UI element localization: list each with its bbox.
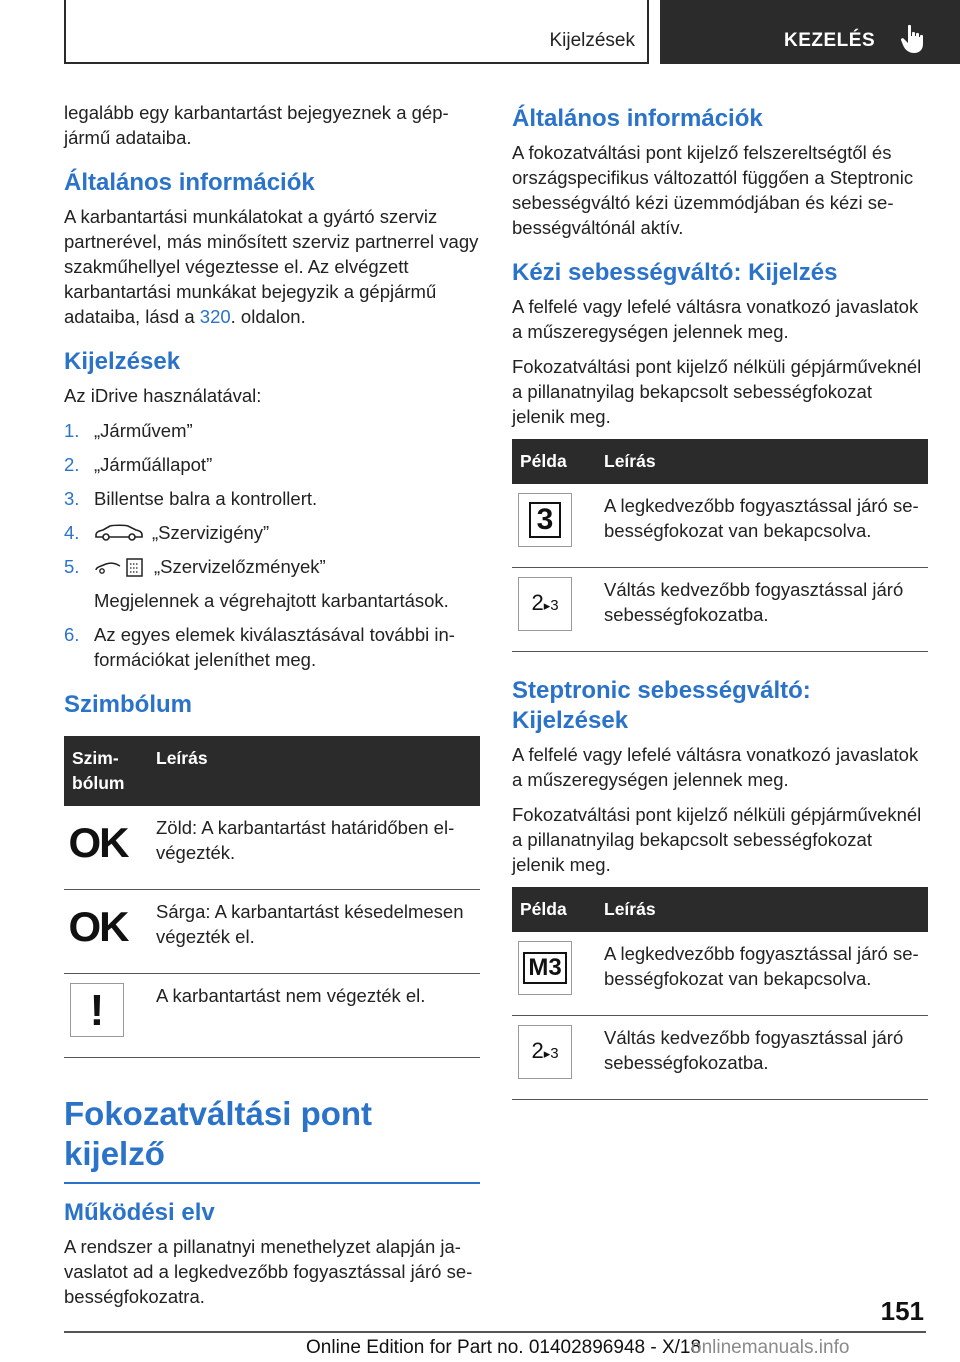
- table-row: OK Sárga: A karbantartást késedelmesen végezték el.: [64, 890, 480, 974]
- step-item: 2. „Járműállapot”: [64, 454, 213, 475]
- shift-up-symbol: 2▸3: [531, 590, 559, 615]
- manual-text-2: Fokozatváltási pont kijelző nélküli gépjárműveknél a pillanatnyilag bekapcsolt sebességfokozat jelenik meg.: [512, 356, 922, 427]
- manual-text-1: A felfelé vagy lefelé váltásra vonatkozó javaslatok a műszeregységen jelennek meg.: [512, 296, 919, 342]
- table-row: 2▸3 Váltás kedvezőbb fogyasztással járó sebességfokozatba.: [512, 1016, 928, 1100]
- table-header: Leírás: [596, 439, 928, 484]
- table-header: Leírás: [148, 736, 480, 806]
- gear-m3-symbol: M3: [523, 952, 566, 984]
- chapter-tab[interactable]: [660, 0, 960, 64]
- pointing-hand-icon: [900, 24, 926, 54]
- step-item: 3. Billentse balra a kontrollert.: [64, 488, 318, 509]
- heading-steptronic: Steptronic sebességváltó: Kijelzések: [512, 677, 811, 734]
- intro-text: legalább egy karbantartást bejegyeznek a gépjármű adataiba.: [64, 102, 449, 148]
- heading-general-info-right: Általános információk: [512, 105, 763, 132]
- right-column: [512, 100, 928, 1100]
- steptronic-text-1: A felfelé vagy lefelé váltásra vonatkozó javaslatok a műszeregységen jelennek meg.: [512, 744, 919, 790]
- table-header: Szimbólum: [64, 736, 148, 806]
- general-info-text: A karbantartási munkálatokat a gyártó szerviz partnerével, más minősített szerviz partnerrel vagy szakműhellyel végeztesse el. Az elvégzett karbantartási munkákat bejegyzik a gépjármű adataiba, lásd a 320. oldalon.: [64, 206, 479, 327]
- chapter-title: KEZELÉS: [784, 30, 876, 51]
- ok-green-symbol: OK: [68, 818, 128, 866]
- exclamation-symbol: !: [89, 985, 105, 1035]
- general-info-right-text: A fokozatváltási pont kijelző felszereltségtől és országspecifikus változattól függően a Steptronic sebességváltó kézi üzemmódjában és kézi sebességváltónál aktív.: [512, 142, 914, 238]
- table-row: OK Zöld: A karbantartást határidőben elvégezték.: [64, 806, 480, 890]
- heading-general-info-left: Általános információk: [64, 169, 315, 196]
- step-item: 6. Az egyes elemek kiválasztásával további információkat jeleníthet meg.: [64, 624, 455, 670]
- heading-displays: Kijelzések: [64, 348, 181, 375]
- table-row: 3 A legkedvezőbb fogyasztással járó sebességfokozat van bekapcsolva.: [512, 484, 928, 568]
- shift-up-symbol: 2▸3: [531, 1038, 559, 1063]
- table-row: ! A karbantartást nem végezték el.: [64, 974, 480, 1058]
- step-item: 5. „Szervizelőzmények” Megjelennek a végrehajtott karbantartások.: [64, 556, 449, 611]
- gear-3-symbol: 3: [529, 502, 562, 538]
- symbol-table: [64, 736, 480, 1058]
- steptronic-example-table: [512, 887, 928, 1100]
- step-item: 4. „Szervizigény”: [64, 522, 270, 543]
- heading-principle: Működési elv: [64, 1199, 215, 1226]
- ok-yellow-symbol: OK: [68, 902, 128, 950]
- header-left-box: [64, 0, 649, 64]
- table-row: 2▸3 Váltás kedvezőbb fogyasztással járó sebességfokozatba.: [512, 568, 928, 652]
- page-number: 151: [880, 1296, 924, 1326]
- idrive-text: Az iDrive használatával:: [64, 385, 262, 406]
- watermark: onlinemanuals.info: [691, 1337, 850, 1358]
- table-header: Leírás: [596, 887, 928, 932]
- heading-rule: [64, 1182, 480, 1184]
- steptronic-text-2: Fokozatváltási pont kijelző nélküli gépjárműveknél a pillanatnyilag bekapcsolt sebességfokozat jelenik meg.: [512, 804, 922, 875]
- car-service-icon: [94, 524, 144, 542]
- idrive-steps: [64, 418, 480, 672]
- service-history-icon: [94, 557, 146, 577]
- edition-text: Online Edition for Part no. 01402896948 - X/18: [306, 1337, 702, 1358]
- section-title: Kijelzések: [549, 30, 635, 51]
- page-reference-link[interactable]: 320: [199, 306, 231, 327]
- principle-text: A rendszer a pillanatnyi menethelyzet alapján javaslatot ad a legkedvezőbb fogyasztással járó sebességfokozatra.: [64, 1236, 473, 1307]
- heading-symbol: Szimbólum: [64, 691, 193, 718]
- step-item: 1. „Járművem”: [64, 420, 193, 441]
- heading-gear-shift-indicator: Fokozatváltási pont kijelző: [64, 1095, 373, 1172]
- left-column: [64, 100, 480, 1319]
- table-row: M3 A legkedvezőbb fogyasztással járó sebességfokozat van bekapcsolva.: [512, 932, 928, 1016]
- heading-manual-gearbox: Kézi sebességváltó: Kijelzés: [512, 259, 838, 286]
- footer-rule: [64, 1331, 926, 1333]
- table-header: Példa: [512, 887, 596, 932]
- table-header: Példa: [512, 439, 596, 484]
- manual-example-table: [512, 439, 928, 652]
